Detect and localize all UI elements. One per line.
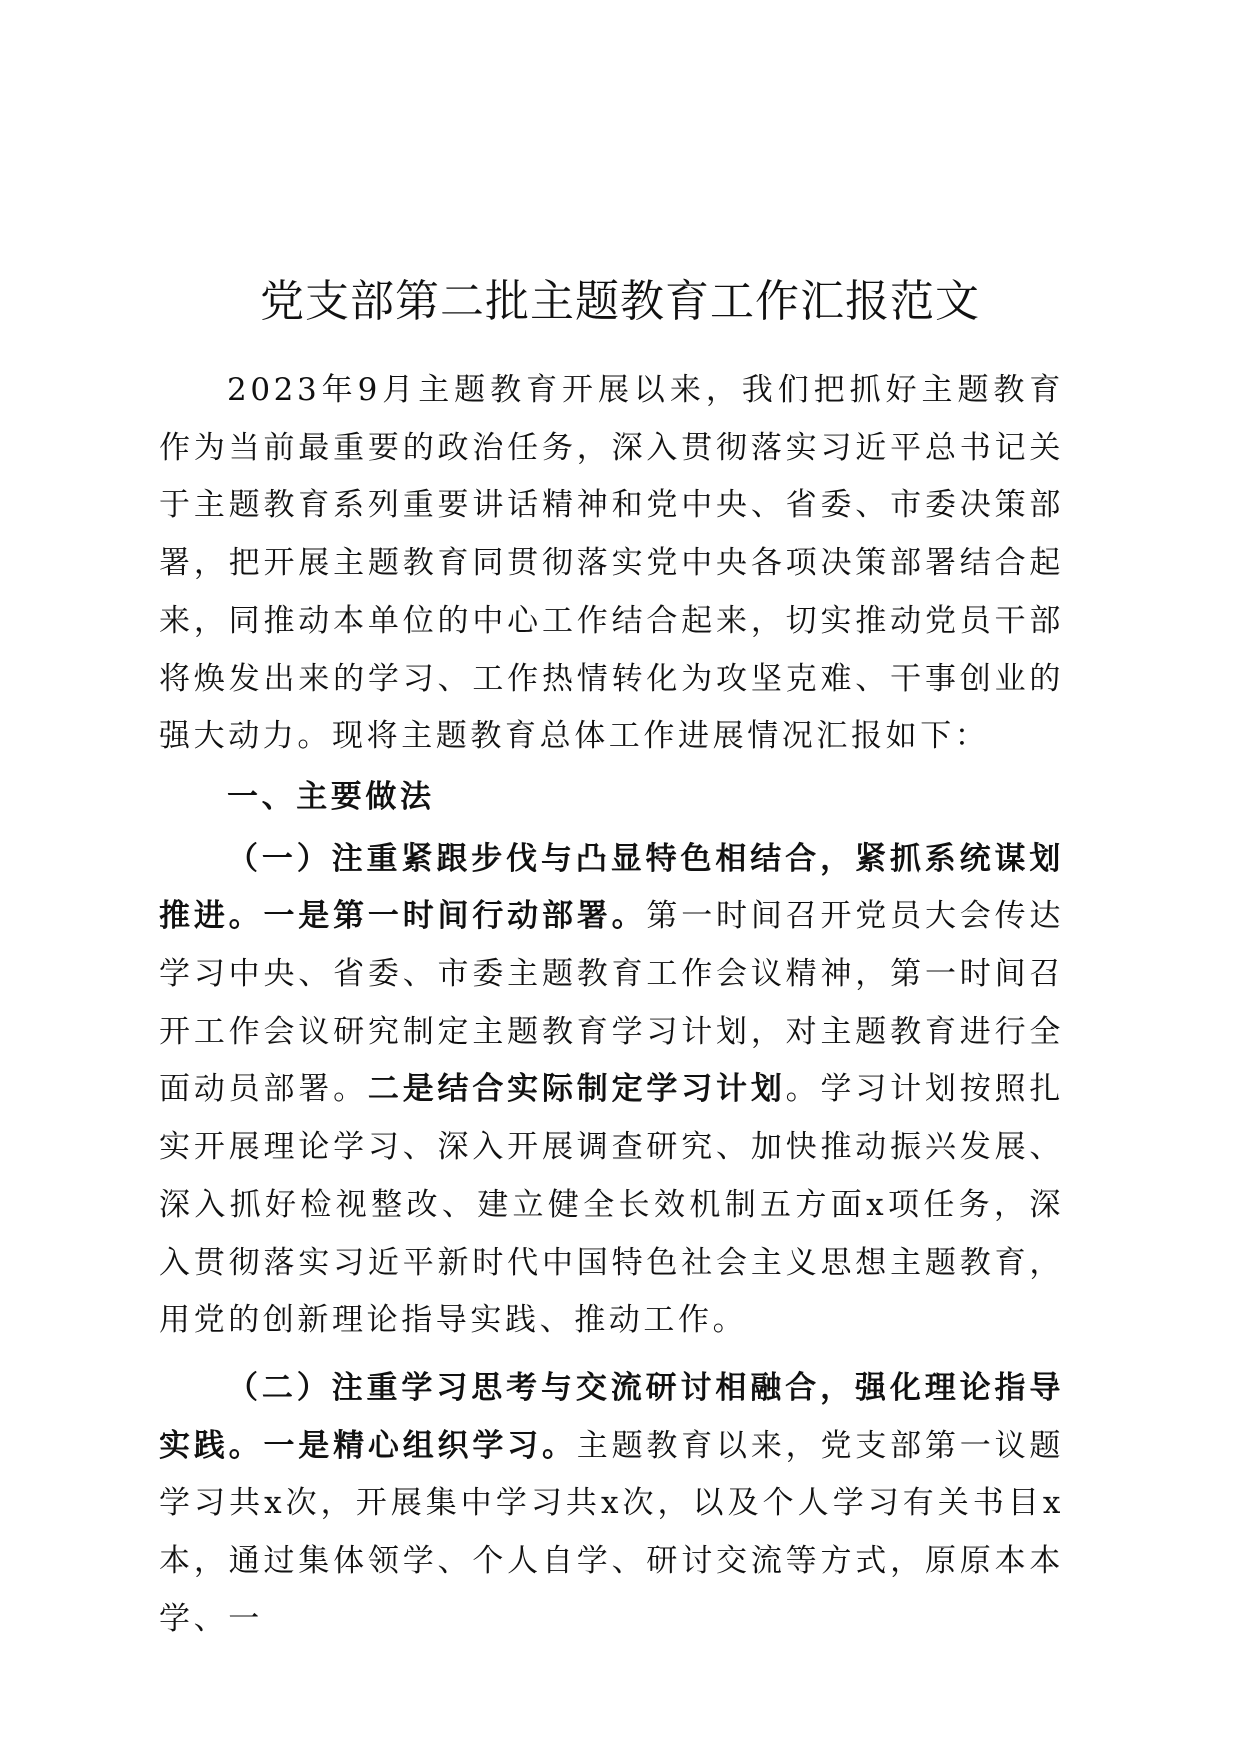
- subsection-2-point-1-title: 一是精心组织学习。: [263, 1427, 577, 1464]
- subsection-2-heading: （二）注重学习思考与交流研讨相融合，强化理论指导实践。: [159, 1369, 1064, 1464]
- subsection-1-point-1-text: 第一时间召开党员大会传达学习中央、省委、市委主题教育工作会议精神，第一时间召开工作会议研究制定主题教育学习计划，对主题教育进行全面动员部署。: [159, 898, 1064, 1108]
- subsection-1-point-1-title: 一是第一时间行动部署。: [263, 898, 647, 935]
- subsection-2-point-1-text: 主题教育以来，党支部第一议题学习共x次，开展集中学习共x次，以及个人学习有关书目x本，通过集体领学、个人自学、研讨交流等方式，原原本本学、一: [159, 1427, 1064, 1637]
- subsection-1-paragraph: [159, 831, 1064, 1350]
- document-title: 党支部第二批主题教育工作汇报范文: [260, 276, 980, 327]
- document-body: [159, 362, 1064, 1648]
- subsection-1-point-2-title: 二是结合实际制定学习计划: [367, 1071, 786, 1108]
- subsection-2-paragraph: [159, 1360, 1064, 1649]
- subsection-1-heading: （一）注重紧跟步伐与凸显特色相结合，紧抓系统谋划推进。: [159, 840, 1064, 935]
- intro-paragraph: 2023年9月主题教育开展以来，我们把抓好主题教育作为当前最重要的政治任务，深入贯彻落实习近平总书记关于主题教育系列重要讲话精神和党中央、省委、市委决策部署，把开展主题教育同贯彻落实党中央各项决策部署结合起来，同推动本单位的中心工作结合起来，切实推动党员干部将焕发出来的学习、工作热情转化为攻坚克难、干事创业的强大动力。现将主题教育总体工作进展情况汇报如下：: [159, 372, 1064, 755]
- section-heading-main-practices: 一、主要做法: [227, 778, 435, 815]
- subsection-1-point-2-text: 。学习计划按照扎实开展理论学习、深入开展调查研究、加快推动振兴发展、深入抓好检视整改、建立健全长效机制五方面x项任务，深入贯彻落实习近平新时代中国特色社会主义思想主题教育，用党的创新理论指导实践、推动工作。: [159, 1071, 1064, 1339]
